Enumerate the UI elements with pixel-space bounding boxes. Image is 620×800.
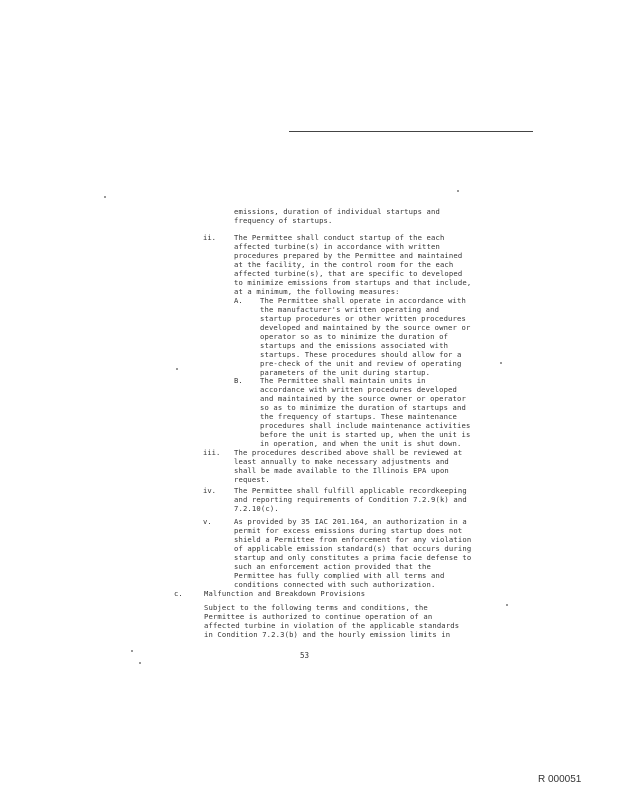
text-line: 7.2.10(c).	[234, 504, 279, 513]
text-line: so as to minimize the duration of startups and	[260, 403, 466, 412]
text-line: The procedures described above shall be reviewed at	[234, 448, 463, 457]
subitem-label: B.	[234, 376, 243, 385]
page-number: 53	[300, 651, 310, 660]
text-line: The Permittee shall fulfill applicable recordkeeping	[234, 486, 467, 495]
text-line: operator so as to minimize the duration of	[260, 332, 449, 341]
text-line: in Condition 7.2.3(b) and the hourly emission limits in	[204, 630, 451, 639]
item-label: iii.	[203, 448, 221, 457]
text-line: least annually to make necessary adjustments and	[234, 457, 449, 466]
text-line: parameters of the unit during startup.	[260, 368, 431, 377]
text-line: developed and maintained by the source owner or	[260, 323, 471, 332]
text-line: of applicable emission standard(s) that occurs during	[234, 544, 472, 553]
text-line: frequency of startups.	[234, 216, 333, 225]
text-line: The Permittee shall conduct startup of the each	[234, 233, 445, 242]
text-line: affected turbine(s), that are specific to developed	[234, 269, 463, 278]
text-line: emissions, duration of individual startups and	[234, 207, 440, 216]
text-line: Subject to the following terms and conditions, the	[204, 603, 428, 612]
text-line: pre-check of the unit and review of operating	[260, 359, 462, 368]
text-line: the frequency of startups. These maintenance	[260, 412, 457, 421]
text-line: request.	[234, 475, 270, 484]
text-line: The Permittee shall operate in accordance with	[260, 296, 466, 305]
text-line: shall be made available to the Illinois EPA upon	[234, 466, 449, 475]
text-line: startup and only constitutes a prima facie defense to	[234, 553, 472, 562]
bates-number: R 000051	[538, 774, 582, 785]
scan-speck	[500, 362, 502, 364]
section-title: Malfunction and Breakdown Provisions	[204, 589, 366, 598]
text-line: The Permittee shall maintain units in	[260, 376, 426, 385]
text-line: procedures shall include maintenance activities	[260, 421, 471, 430]
text-line: in operation, and when the unit is shut down.	[260, 439, 462, 448]
item-label: v.	[203, 517, 212, 526]
text-line: procedures prepared by the Permittee and maintained	[234, 251, 463, 260]
text-line: such an enforcement action provided that the	[234, 562, 431, 571]
text-line: permit for excess emissions during startup does not	[234, 526, 463, 535]
scan-speck	[457, 190, 459, 192]
text-line: and maintained by the source owner or operator	[260, 394, 466, 403]
text-line: at the facility, in the control room for the each	[234, 260, 454, 269]
text-line: startups. These procedures should allow for a	[260, 350, 462, 359]
text-line: to minimize emissions from startups and that include,	[234, 278, 472, 287]
text-line: affected turbine(s) in accordance with written	[234, 242, 440, 251]
text-line: shield a Permittee from enforcement for any violation	[234, 535, 472, 544]
text-line: conditions connected with such authorization.	[234, 580, 436, 589]
scan-speck	[506, 604, 508, 606]
text-line: As provided by 35 IAC 201.164, an authorization in a	[234, 517, 467, 526]
item-label: iv.	[203, 486, 216, 495]
text-line: at a minimum, the following measures:	[234, 287, 400, 296]
scan-speck	[176, 368, 178, 370]
text-line: startups and the emissions associated with	[260, 341, 449, 350]
text-line: affected turbine in violation of the applicable standards	[204, 621, 460, 630]
item-label: ii.	[203, 233, 216, 242]
section-label: c.	[174, 589, 183, 598]
text-line: Permittee is authorized to continue operation of an	[204, 612, 433, 621]
header-rule	[289, 131, 533, 132]
text-line: and reporting requirements of Condition 7.2.9(k) and	[234, 495, 467, 504]
scan-speck	[131, 650, 133, 652]
scan-speck	[104, 196, 106, 198]
text-line: accordance with written procedures developed	[260, 385, 457, 394]
text-line: the manufacturer's written operating and	[260, 305, 440, 314]
subitem-label: A.	[234, 296, 243, 305]
scan-speck	[139, 662, 141, 664]
text-line: startup procedures or other written procedures	[260, 314, 466, 323]
text-line: before the unit is started up, when the unit is	[260, 430, 471, 439]
text-line: Permittee has fully complied with all terms and	[234, 571, 445, 580]
